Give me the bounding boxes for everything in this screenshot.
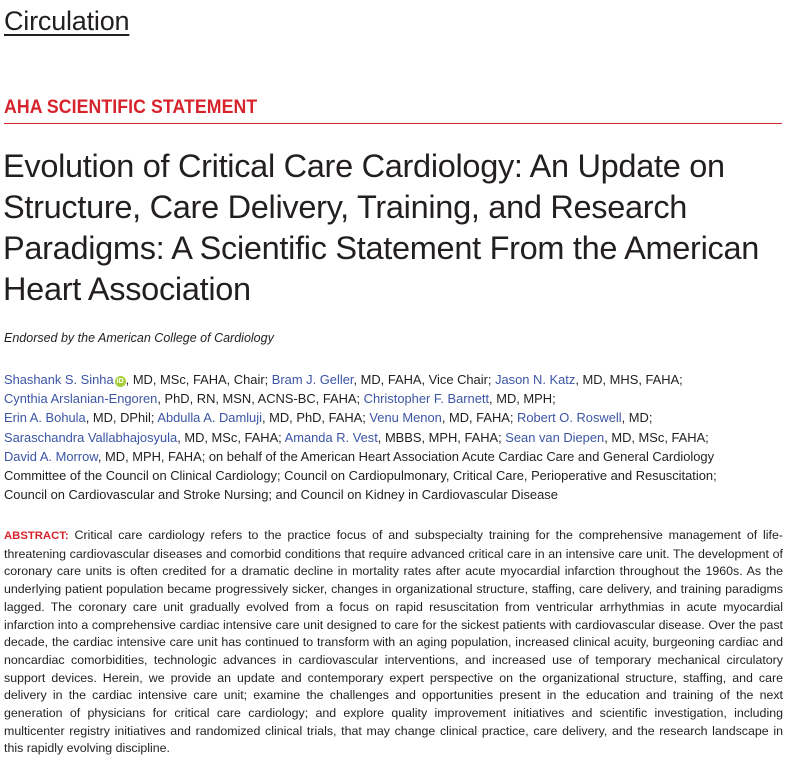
author-credentials: , MD, MHS, FAHA; <box>575 372 683 387</box>
author-name-link[interactable]: Jason N. Katz <box>495 372 576 387</box>
author-name-link[interactable]: Saraschandra Vallabhajosyula <box>4 429 178 445</box>
author-line <box>4 447 789 466</box>
author-credentials: Committee of the Council on Clinical Cardiology; Council on Cardiopulmonary, Critical Care, Perioperative and Resuscitation; <box>4 468 717 484</box>
author-name-link[interactable]: Erin A. Bohula <box>4 410 86 426</box>
author-credentials: , PhD, RN, MSN, ACNS-BC, FAHA; <box>157 391 364 407</box>
author-name-link[interactable]: Christopher F. Barnett <box>363 391 490 407</box>
author-name-link[interactable]: Shashank S. Sinha <box>4 372 114 387</box>
orcid-icon[interactable]: iD <box>116 378 124 385</box>
section-header <box>4 97 782 124</box>
author-credentials: , MD, MSc, FAHA, Chair; <box>125 372 272 387</box>
article-title: Evolution of Critical Care Cardiology: An Update on Structure, Care Delivery, Training, and Research Paradigms: A Scientific Statement From the American Heart Association <box>3 148 760 307</box>
author-line <box>4 389 789 408</box>
author-line <box>4 428 789 447</box>
author-credentials: , MD, FAHA, Vice Chair; <box>353 372 496 387</box>
section-label: AHA SCIENTIFIC STATEMENT <box>4 97 258 118</box>
author-name-link[interactable]: Venu Menon <box>369 410 442 426</box>
author-credentials: , MD, DPhil; <box>85 410 158 426</box>
author-credentials: Council on Cardiovascular and Stroke Nursing; and Council on Kidney in Cardiovascular Disease <box>4 487 558 503</box>
author-name-link[interactable]: Robert O. Roswell <box>517 410 622 426</box>
author-list <box>4 370 789 504</box>
abstract-label: ABSTRACT: <box>4 530 69 542</box>
author-credentials: , MD, PhD, FAHA; <box>261 410 370 426</box>
author-name-link[interactable]: Bram J. Geller <box>271 372 354 387</box>
author-name-link[interactable]: Sean van Diepen <box>505 429 605 445</box>
author-credentials: , MD, MPH; <box>489 391 556 407</box>
author-credentials: , MD, MSc, FAHA; <box>604 429 709 445</box>
journal-name[interactable]: Circulation <box>4 6 130 36</box>
author-name-link[interactable]: Amanda R. Vest <box>284 429 378 445</box>
author-line <box>4 370 789 389</box>
author-credentials: , MD, FAHA; <box>441 410 518 426</box>
author-name-link[interactable]: Abdulla A. Damluji <box>157 410 262 426</box>
author-name-link[interactable]: David A. Morrow <box>4 448 98 464</box>
author-line <box>4 485 789 504</box>
author-credentials: , MBBS, MPH, FAHA; <box>377 429 506 445</box>
author-credentials: , MD; <box>621 410 653 426</box>
author-line <box>4 466 789 485</box>
author-credentials: , MD, MSc, FAHA; <box>177 429 285 445</box>
endorsement-note: Endorsed by the American College of Cardiology <box>4 331 274 345</box>
author-name-link[interactable]: Cynthia Arslanian-Engoren <box>4 391 158 407</box>
author-line <box>4 408 789 427</box>
author-credentials: , MD, MPH, FAHA; on behalf of the American Heart Association Acute Cardiac Care and General Cardiology <box>97 448 715 464</box>
abstract <box>4 527 783 758</box>
abstract-text: Critical care cardiology refers to the practice focus of and subspecialty training for the comprehensive management of life-threatening cardiovascular diseases and comorbid conditions that require advanced critical care in an intensive care unit. The development of coronary care units is often credited for a dramatic decline in mortality rates after acute myocardial infarction throughout the 1960s. As the underlying patient population became progressively sicker, changes in organizational structure, staffing, care delivery, and training paradigms lagged. The coronary care unit gradually evolved from a focus on rapid resuscitation from ventricular arrhythmias in acute myocardial infarction into a comprehensive cardiac intensive care unit designed to care for the sickest patients with cardiovascular disease. Over the past decade, the cardiac intensive care unit has continued to transform with an aging population, increased clinical acuity, burgeoning cardiac and noncardiac comorbidities, technologic advances in cardiovascular interventions, and increased use of temporary mechanical circulatory support devices. Herein, we provide an update and contemporary expert perspective on the organizational structure, staffing, and care delivery in the cardiac intensive care unit; examine the challenges and opportunities present in the education and training of the next generation of physicians for critical care cardiology; and explore quality improvement initiatives and scientific investigation, including multicenter registry initiatives and randomized clinical trials, that may change clinical practice, care delivery, and the research landscape in this rapidly evolving discipline. <box>4 528 784 756</box>
